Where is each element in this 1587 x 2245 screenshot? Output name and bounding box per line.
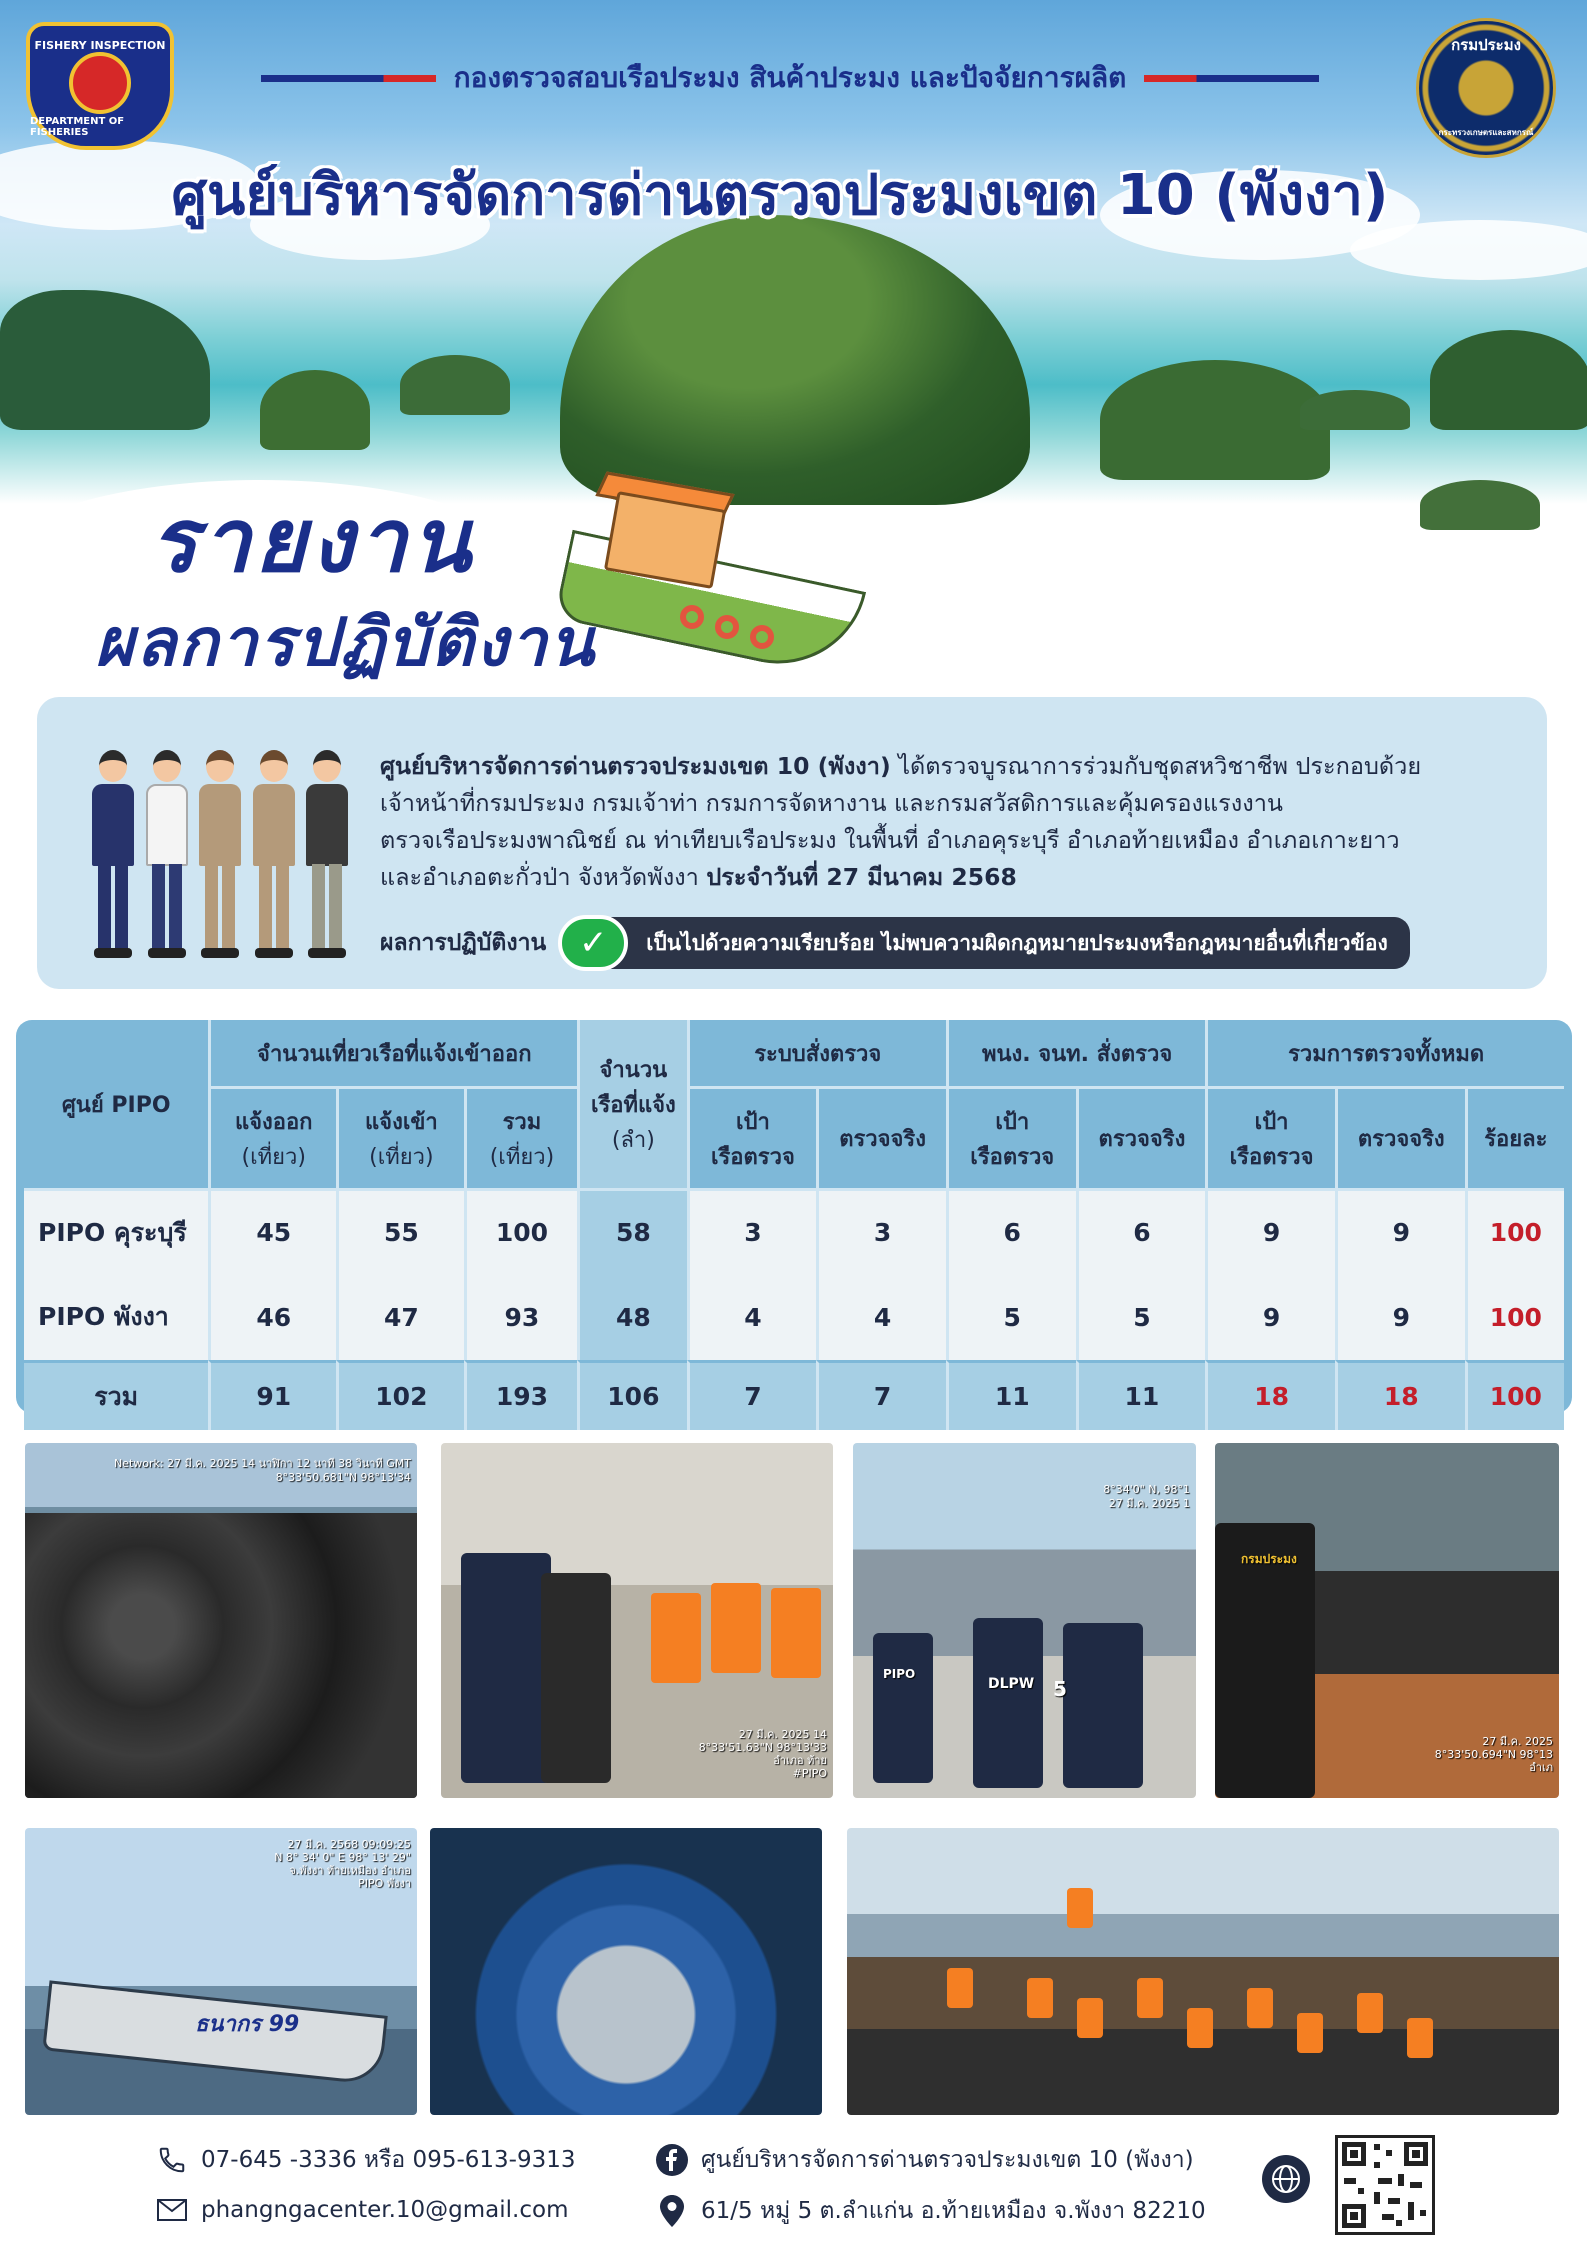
group-trips-header: จำนวนเที่ยวเรือที่แจ้งเข้าออก	[208, 1020, 577, 1086]
cell-percent: 100	[1465, 1274, 1564, 1360]
footer-email	[155, 2193, 569, 2227]
cell-off-actual: 6	[1076, 1188, 1206, 1274]
summary-text-part: และอำเภอตะกั่วป่า จังหวัดพังงา	[380, 863, 707, 891]
report-subheading: ผลการปฏิบัติงาน	[95, 604, 596, 681]
cell-sys-target: 4	[687, 1274, 817, 1360]
photo-inspection-team-at-pier	[853, 1443, 1196, 1798]
result-badge: เป็นไปด้วยความเรียบร้อย ไม่พบความผิดกฎหมายประมงหรือกฎหมายอื่นที่เกี่ยวข้อง	[602, 917, 1410, 969]
island	[0, 290, 210, 430]
col-boats-header	[577, 1020, 686, 1188]
vest-label: DLPW	[988, 1676, 1035, 1692]
header-text: เป้า	[735, 1109, 770, 1135]
header-text: เรือตรวจ	[970, 1144, 1055, 1170]
officer-shape	[1063, 1623, 1143, 1788]
facebook-icon	[655, 2143, 689, 2177]
footer-facebook	[655, 2142, 1194, 2178]
island	[1100, 360, 1330, 480]
vest-label: PIPO	[883, 1667, 916, 1681]
photo-caption: 27 มี.ค. 2025	[1482, 1735, 1553, 1748]
life-vest	[711, 1583, 761, 1673]
band-line-right	[1144, 75, 1319, 82]
vessel-name: ธนากร 99	[195, 2012, 300, 2037]
life-vest	[1067, 1888, 1093, 1928]
org-name: กองตรวจสอบเรือประมง สินค้าประมง และปัจจัยการผลิต	[453, 61, 1127, 94]
officer-figure	[90, 750, 136, 960]
table-header-row	[24, 1020, 1564, 1086]
cell-boats: 58	[577, 1188, 686, 1274]
life-ring-icon	[715, 615, 739, 639]
total-percent: 100	[1465, 1360, 1564, 1430]
officer-figure	[251, 750, 297, 960]
photo-caption: อำเภ	[1529, 1761, 1553, 1774]
col-percent-header: ร้อยละ	[1465, 1086, 1564, 1188]
officer-figure	[144, 750, 190, 960]
total-boats: 106	[577, 1360, 686, 1430]
header-text: เรือที่แจ้ง	[590, 1092, 676, 1118]
officer-shape	[541, 1573, 611, 1783]
photo-fishing-vessel	[25, 1828, 417, 2115]
org-band	[190, 58, 1390, 98]
footer-phone	[155, 2142, 576, 2178]
photo-caption: #PIPO	[792, 1767, 827, 1780]
life-vest	[1407, 2018, 1433, 2058]
total-trips-out: 91	[208, 1360, 336, 1430]
header-text: เป้า	[1254, 1109, 1289, 1135]
result-row	[380, 915, 1410, 971]
life-vest	[1027, 1978, 1053, 2018]
island	[400, 355, 510, 415]
col-trips-out-header	[208, 1086, 336, 1188]
island	[1420, 480, 1540, 530]
cell-off-target: 5	[946, 1274, 1076, 1360]
summary-line: เจ้าหน้าที่กรมประมง กรมเจ้าท่า กรมการจัดหางาน และกรมสวัสดิการและคุ้มครองแรงงาน	[380, 789, 1283, 817]
cell-trips-out: 46	[208, 1274, 336, 1360]
logo-emblem	[69, 52, 131, 114]
table-subheader-row	[24, 1086, 1564, 1188]
cell-percent: 100	[1465, 1188, 1564, 1274]
photo-caption: 8°33'51.63"N 98°13'33	[698, 1741, 827, 1754]
life-vest	[1137, 1978, 1163, 2018]
col-trips-in-header	[336, 1086, 464, 1188]
logo-text: กรมประมง	[1451, 36, 1521, 54]
life-vest	[1077, 1998, 1103, 2038]
officer-figure	[197, 750, 243, 960]
col-center-header: ศูนย์ PIPO	[61, 1092, 171, 1118]
life-vest	[1297, 2013, 1323, 2053]
photo-caption: จ.พังงา ท้ายเหมือง อำเภอ	[289, 1864, 411, 1877]
cell-boats: 48	[577, 1274, 686, 1360]
address-text: 61/5 หมู่ 5 ต.ลำแก่น อ.ท้ายเหมือง จ.พังงา 82210	[701, 2198, 1206, 2224]
cell-trips-out: 45	[208, 1188, 336, 1274]
cell-off-actual: 5	[1076, 1274, 1206, 1360]
cell-tot-actual: 9	[1335, 1274, 1465, 1360]
photo-fish-catch-basket	[430, 1828, 822, 2115]
header-text: จำนวน	[599, 1057, 668, 1083]
footer-address	[655, 2193, 1206, 2229]
cell-tot-target: 9	[1205, 1188, 1335, 1274]
summary-line	[380, 748, 1530, 785]
unit-text: (ลำ)	[611, 1127, 655, 1153]
officer-figure	[304, 750, 350, 960]
photo-caption: 8°34'0" N, 98°1	[1103, 1483, 1190, 1496]
officer-shape	[973, 1618, 1043, 1788]
logo-text: FISHERY INSPECTION	[34, 38, 166, 52]
col-tot-target-header	[1205, 1086, 1335, 1188]
life-vest	[1357, 1993, 1383, 2033]
total-sys-actual: 7	[816, 1360, 946, 1430]
island	[1430, 330, 1587, 430]
island	[260, 370, 370, 450]
summary-text-part: ได้ตรวจบูรณาการร่วมกับชุดสหวิชาชีพ ประกอบด้วย	[890, 752, 1422, 780]
main-island	[560, 215, 1030, 505]
header-text: เรือตรวจ	[1229, 1144, 1314, 1170]
phone-icon	[155, 2143, 189, 2177]
boat-number: 5	[1053, 1677, 1067, 1701]
photo-caption: 27 มี.ค. 2025 1	[1108, 1497, 1190, 1510]
table-row	[24, 1188, 1564, 1274]
officer-shape	[873, 1633, 933, 1783]
fishery-inspection-logo	[26, 22, 174, 150]
total-tot-target: 18	[1205, 1360, 1335, 1430]
result-label: ผลการปฏิบัติงาน	[380, 930, 547, 956]
cell-trips-in: 55	[336, 1188, 464, 1274]
photo-caption: PIPO พังงา	[358, 1877, 411, 1890]
photo-caption: อำเภอ ท้าย	[773, 1754, 827, 1767]
report-heading: รายงาน	[150, 489, 475, 592]
header-text: รวม	[502, 1109, 542, 1135]
photo-caption: N 8° 34' 0" E 98° 13' 29"	[274, 1851, 411, 1864]
life-vest	[1187, 2008, 1213, 2048]
inspection-stats-table	[24, 1020, 1564, 1430]
unit-text: (เที่ยว)	[489, 1144, 555, 1170]
life-vest	[1247, 1988, 1273, 2028]
photo-officer-with-nets	[1215, 1443, 1559, 1798]
mail-icon	[155, 2193, 189, 2227]
col-tot-actual-header: ตรวจจริง	[1335, 1086, 1465, 1188]
summary-text	[380, 748, 1530, 896]
phone-number: 07-645 -3336 หรือ 095-613-9313	[201, 2147, 576, 2173]
cell-trips-sum: 100	[464, 1188, 577, 1274]
cloud	[820, 560, 1420, 680]
vest-label: กรมประมง	[1241, 1552, 1297, 1566]
facebook-page-name[interactable]: ศูนย์บริหารจัดการด่านตรวจประมงเขต 10 (พังงา)	[701, 2147, 1194, 2173]
header-text: เรือตรวจ	[710, 1144, 795, 1170]
cell-trips-in: 47	[336, 1274, 464, 1360]
photo-fishing-nets	[25, 1443, 417, 1798]
photo-caption: 8°33'50.681"N 98°13'34	[275, 1471, 411, 1484]
qr-code[interactable]	[1335, 2135, 1435, 2235]
photo-caption: 27 มี.ค. 2568 09:09:25	[287, 1838, 411, 1851]
col-trips-sum-header	[464, 1086, 577, 1188]
group-total-header: รวมการตรวจทั้งหมด	[1205, 1020, 1564, 1086]
life-vest	[947, 1968, 973, 2008]
net-pile	[25, 1513, 417, 1798]
photo-caption: 8°33'50.694"N 98°13	[1434, 1748, 1553, 1761]
globe-icon[interactable]	[1262, 2155, 1310, 2203]
band-line-left	[261, 75, 436, 82]
cell-sys-actual: 4	[816, 1274, 946, 1360]
photo-crew-document-check	[441, 1443, 833, 1798]
location-pin-icon	[655, 2194, 689, 2228]
total-off-actual: 11	[1076, 1360, 1206, 1430]
unit-text: (เที่ยว)	[369, 1144, 434, 1170]
life-vest	[651, 1593, 701, 1683]
logo-text: กระทรวงเกษตรและสหกรณ์	[1438, 128, 1534, 137]
cell-trips-sum: 93	[464, 1274, 577, 1360]
page-title: ศูนย์บริหารจัดการด่านตรวจประมงเขต 10 (พังงา)	[171, 163, 1389, 228]
cell-sys-actual: 3	[816, 1188, 946, 1274]
header-text: เป้า	[995, 1109, 1030, 1135]
center-name: ศูนย์บริหารจัดการด่านตรวจประมงเขต 10 (พังงา)	[380, 752, 891, 780]
col-sys-actual-header: ตรวจจริง	[816, 1086, 946, 1188]
life-vest	[771, 1588, 821, 1678]
header-text: แจ้งออก	[234, 1109, 313, 1135]
row-name: PIPO พังงา	[24, 1274, 208, 1360]
table-total-row	[24, 1360, 1564, 1430]
summary-line	[380, 859, 1530, 896]
unit-text: (เที่ยว)	[241, 1144, 306, 1170]
total-sys-target: 7	[687, 1360, 817, 1430]
cell-tot-target: 9	[1205, 1274, 1335, 1360]
email-address[interactable]: phangngacenter.10@gmail.com	[201, 2197, 569, 2223]
life-ring-icon	[750, 625, 774, 649]
report-date: ประจำวันที่ 27 มีนาคม 2568	[706, 863, 1017, 891]
logo-text: DEPARTMENT OF FISHERIES	[30, 115, 125, 138]
officers-illustration	[90, 750, 350, 960]
total-trips-in: 102	[336, 1360, 464, 1430]
summary-line: ตรวจเรือประมงพาณิชย์ ณ ท่าเทียบเรือประมง ในพื้นที่ อำเภอคุระบุรี อำเภอท้ายเหมือง อำเภอเกาะยาว	[380, 826, 1400, 854]
header-text: แจ้งเข้า	[365, 1109, 438, 1135]
group-system-header: ระบบสั่งตรวจ	[687, 1020, 946, 1086]
table-row	[24, 1274, 1564, 1360]
department-of-fisheries-logo	[1416, 18, 1556, 158]
total-trips-sum: 193	[464, 1360, 577, 1430]
cell-off-target: 6	[946, 1188, 1076, 1274]
fishing-boat-illustration	[560, 470, 870, 670]
col-sys-target-header	[687, 1086, 817, 1188]
total-tot-actual: 18	[1335, 1360, 1465, 1430]
cell-tot-actual: 9	[1335, 1188, 1465, 1274]
total-label: รวม	[24, 1360, 208, 1430]
officer-shape	[461, 1553, 551, 1783]
col-off-target-header	[946, 1086, 1076, 1188]
group-officer-header: พนง. จนท. สั่งตรวจ	[946, 1020, 1205, 1086]
check-icon: ✓	[558, 915, 628, 971]
island	[1300, 390, 1410, 430]
photo-caption: Network: 27 มี.ค. 2025 14 นาฬิกา 12 นาที 38 วินาที GMT	[113, 1457, 411, 1470]
row-name: PIPO คุระบุรี	[24, 1188, 208, 1274]
photo-crew-in-life-vests	[847, 1828, 1559, 2115]
total-off-target: 11	[946, 1360, 1076, 1430]
cell-sys-target: 3	[687, 1188, 817, 1274]
col-off-actual-header: ตรวจจริง	[1076, 1086, 1206, 1188]
photo-caption: 27 มี.ค. 2025 14	[738, 1728, 827, 1741]
life-ring-icon	[680, 605, 704, 629]
